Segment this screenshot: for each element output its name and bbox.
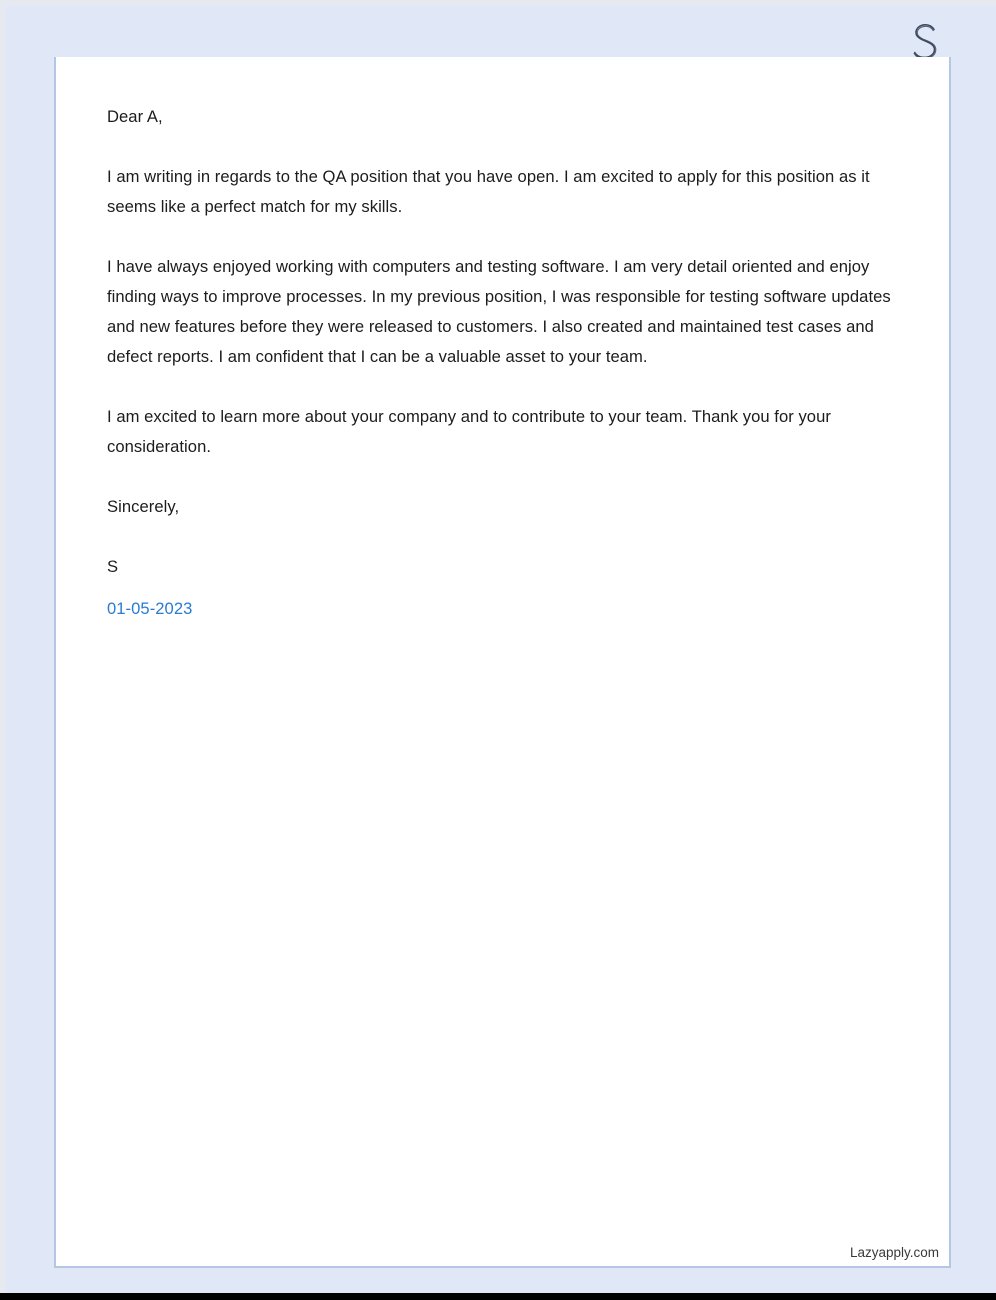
letter-page xyxy=(54,57,951,1268)
letter-salutation: Dear A, xyxy=(107,107,163,126)
letter-signature-name: S xyxy=(107,557,119,576)
letter-body xyxy=(107,102,907,624)
letter-paragraph-3: I am excited to learn more about your company and to contribute to your team. Thank you for your consideration. xyxy=(107,407,831,456)
letter-date: 01-05-2023 xyxy=(107,599,193,618)
letter-closing: Sincerely, xyxy=(107,497,180,516)
bottom-edge-strip xyxy=(0,1293,996,1300)
document-canvas xyxy=(6,6,996,1293)
letter-paragraph-1: I am writing in regards to the QA position that you have open. I am excited to apply for this position as it seems like a perfect match for my skills. xyxy=(107,167,870,216)
footer-watermark: Lazyapply.com xyxy=(849,1245,939,1260)
letter-s-monogram-icon xyxy=(902,20,948,62)
letter-paragraph-2: I have always enjoyed working with computers and testing software. I am very detail oriented and enjoy finding ways to improve processes. In my previous position, I was responsible for testing software updates and new features before they were released to customers. I also created and maintained test cases and defect reports. I am confident that I can be a valuable asset to your team. xyxy=(107,257,891,366)
